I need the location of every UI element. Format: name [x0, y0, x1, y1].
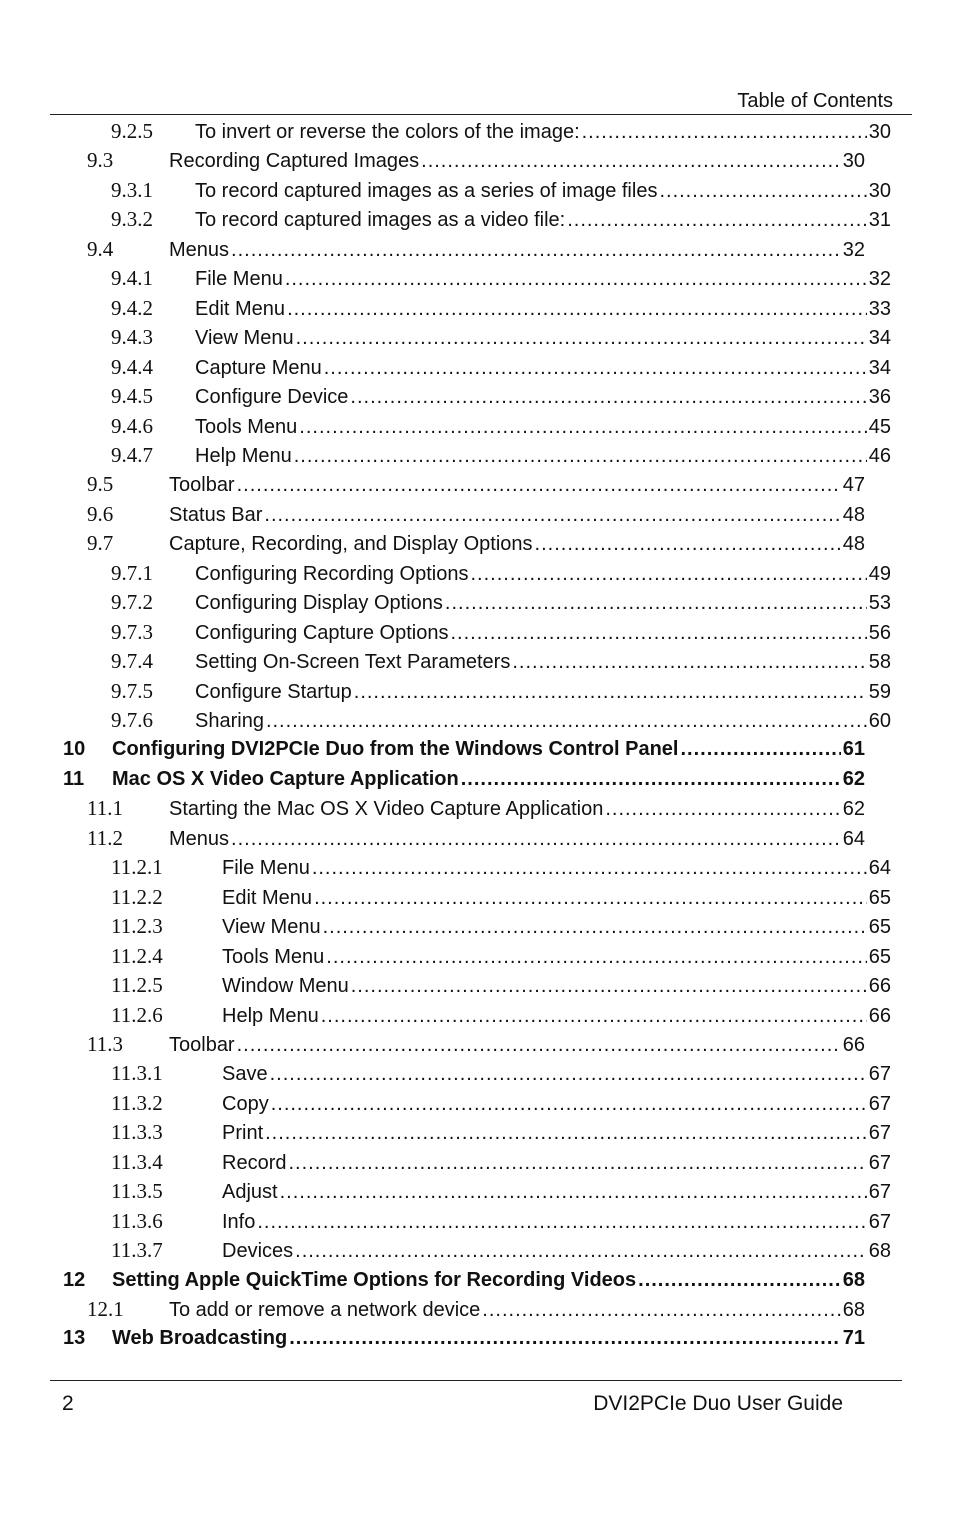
toc-dot-leader: [314, 884, 867, 913]
toc-entry-page: 67: [868, 1063, 891, 1086]
toc-entry-page: 71: [842, 1327, 865, 1350]
toc-entry[interactable]: [111, 412, 891, 441]
toc-dot-leader: [638, 1266, 841, 1295]
footer-document-title: DVI2PCIe Duo User Guide: [593, 1392, 843, 1415]
toc-entry[interactable]: [111, 117, 891, 146]
toc-entry-number: 9.4: [87, 236, 114, 261]
toc-entry[interactable]: [111, 1177, 891, 1206]
toc-entry-number: 9.7.5: [111, 678, 153, 703]
toc-entry[interactable]: [111, 853, 891, 882]
toc-entry-page: 49: [868, 562, 891, 585]
toc-entry-title: Edit Menu: [195, 297, 286, 320]
toc-entry-page: 67: [868, 1210, 891, 1233]
toc-dot-leader: [450, 619, 866, 648]
toc-entry[interactable]: [111, 1001, 891, 1030]
toc-entry-title: Menus: [169, 827, 230, 850]
toc-entry-page: 67: [868, 1151, 891, 1174]
toc-entry-number: 9.4.3: [111, 325, 153, 350]
toc-entry-title: Configure Device: [195, 386, 349, 409]
toc-entry-number: 9.3.2: [111, 207, 153, 232]
toc-entry[interactable]: [87, 500, 865, 529]
toc-entry-page: 66: [868, 1004, 891, 1027]
toc-entry-number: 11.2.6: [111, 1002, 163, 1027]
toc-entry[interactable]: [63, 1266, 865, 1295]
toc-dot-leader: [288, 1149, 866, 1178]
toc-entry-title: To record captured images as a video file:: [195, 209, 566, 232]
toc-entry-page: 32: [868, 268, 891, 291]
toc-entry[interactable]: [111, 883, 891, 912]
toc-dot-leader: [237, 471, 841, 500]
toc-dot-leader: [237, 1031, 841, 1060]
toc-entry[interactable]: [63, 735, 865, 764]
toc-entry-title: Toolbar: [169, 474, 235, 497]
toc-entry-title: Tools Menu: [222, 945, 325, 968]
toc-entry-number: 11.3.1: [111, 1061, 163, 1086]
toc-entry-page: 67: [868, 1092, 891, 1115]
toc-entry-number: 11.3.4: [111, 1149, 163, 1174]
toc-entry-number: 11.3.2: [111, 1090, 163, 1115]
toc-entry-number: 11.2.2: [111, 884, 163, 909]
toc-entry-page: 64: [842, 827, 865, 850]
toc-entry-page: 30: [868, 121, 891, 143]
toc-entry-page: 68: [842, 1299, 865, 1321]
toc-entry-title: Menus: [169, 238, 230, 261]
toc-entry-page: 30: [868, 179, 891, 202]
toc-entry-title: Help Menu: [222, 1004, 319, 1027]
toc-dot-leader: [482, 1296, 840, 1325]
toc-entry-number: 12: [63, 1268, 86, 1291]
toc-entry-page: 36: [868, 386, 891, 409]
toc-entry-page: 65: [868, 886, 891, 909]
toc-entry-number: 9.4.6: [111, 413, 153, 438]
toc-entry[interactable]: [63, 765, 865, 794]
footer-page-number: 2: [62, 1392, 74, 1415]
toc-dot-leader: [266, 707, 867, 736]
toc-entry[interactable]: [111, 942, 891, 971]
toc-entry-number: 11: [63, 767, 85, 790]
toc-entry-page: 62: [842, 767, 865, 790]
toc-entry-number: 12.1: [87, 1297, 124, 1321]
toc-entry-page: 47: [842, 474, 865, 497]
toc-entry-title: Status Bar: [169, 503, 263, 526]
toc-entry-title: Copy: [222, 1092, 269, 1115]
toc-entry-number: 9.4.2: [111, 295, 153, 320]
toc-entry-page: 59: [868, 680, 891, 703]
toc-entry[interactable]: [111, 323, 891, 352]
toc-dot-leader: [354, 678, 867, 707]
toc-dot-leader: [287, 295, 867, 324]
header-divider: [50, 114, 912, 115]
toc-entry-number: 9.7.3: [111, 619, 153, 644]
toc-dot-leader: [605, 795, 840, 824]
toc-entry-title: Mac OS X Video Capture Application: [112, 767, 459, 790]
toc-entry-title: Web Broadcasting: [112, 1327, 288, 1350]
toc-dot-leader: [280, 1178, 867, 1207]
toc-entry-page: 45: [868, 415, 891, 438]
toc-dot-leader: [265, 1119, 867, 1148]
toc-entry[interactable]: [111, 1148, 891, 1177]
toc-entry-page: 56: [868, 621, 891, 644]
toc-entry-number: 11.3.3: [111, 1120, 163, 1145]
toc-entry[interactable]: [111, 1089, 891, 1118]
toc-entry-title: Edit Menu: [222, 886, 313, 909]
toc-entry-page: 62: [842, 798, 865, 821]
toc-dot-leader: [351, 972, 867, 1001]
toc-entry[interactable]: [63, 1324, 865, 1353]
toc-entry-number: 11.3.7: [111, 1238, 163, 1263]
toc-entry-title: To add or remove a network device: [169, 1299, 481, 1321]
toc-entry[interactable]: [87, 146, 865, 175]
toc-entry-title: Toolbar: [169, 1033, 235, 1056]
toc-entry-title: Tools Menu: [195, 415, 298, 438]
toc-entry-title: Configure Startup: [195, 680, 352, 703]
toc-entry-title: File Menu: [195, 268, 283, 291]
toc-entry[interactable]: [111, 353, 891, 382]
toc-dot-leader: [326, 943, 866, 972]
toc-entry-number: 9.7.1: [111, 560, 153, 585]
toc-entry[interactable]: [111, 205, 891, 234]
toc-entry-title: Configuring Display Options: [195, 592, 443, 615]
toc-entry-number: 9.4.1: [111, 266, 153, 291]
toc-dot-leader: [295, 1237, 867, 1266]
toc-entry-number: 11.3.6: [111, 1208, 163, 1233]
toc-entry-title: To record captured images as a series of image files: [195, 179, 658, 202]
toc-entry-page: 67: [868, 1122, 891, 1145]
toc-entry-number: 11.2.1: [111, 855, 163, 880]
toc-dot-leader: [350, 383, 866, 412]
toc-entry[interactable]: [87, 794, 865, 823]
toc-entry-number: 11.2: [87, 825, 123, 850]
toc-entry[interactable]: [87, 824, 865, 853]
toc-entry[interactable]: [87, 470, 865, 499]
toc-entry-number: 10: [63, 738, 86, 761]
toc-entry-title: Setting Apple QuickTime Options for Recording Videos: [112, 1268, 637, 1291]
toc-dot-leader: [257, 1208, 866, 1237]
toc-entry[interactable]: [111, 1118, 891, 1147]
toc-entry-number: 9.7.2: [111, 590, 153, 615]
toc-entry[interactable]: [111, 618, 891, 647]
toc-entry-page: 66: [842, 1033, 865, 1056]
toc-entry-title: Capture Menu: [195, 356, 322, 379]
toc-entry-title: Record: [222, 1151, 287, 1174]
toc-dot-leader: [461, 765, 841, 794]
toc-entry-title: Save: [222, 1063, 268, 1086]
toc-entry-title: Configuring Capture Options: [195, 621, 449, 644]
toc-entry-number: 9.7: [87, 531, 114, 556]
toc-entry[interactable]: [87, 529, 865, 558]
toc-dot-leader: [567, 206, 867, 235]
toc-entry-page: 34: [868, 327, 891, 350]
toc-entry-title: Window Menu: [222, 975, 349, 998]
toc-entry-page: 48: [842, 503, 865, 526]
toc-entry-number: 9.3: [87, 148, 114, 173]
toc-entry[interactable]: [111, 677, 891, 706]
toc-entry-number: 11.2.5: [111, 973, 163, 998]
toc-entry-title: To invert or reverse the colors of the image:: [195, 121, 580, 143]
toc-dot-leader: [264, 501, 840, 530]
toc-entry-number: 9.4.5: [111, 384, 153, 409]
toc-entry-number: 11.2.3: [111, 914, 163, 939]
toc-entry-number: 9.6: [87, 501, 114, 526]
toc-dot-leader: [299, 413, 866, 442]
toc-entry-number: 13: [63, 1327, 86, 1350]
toc-dot-leader: [294, 442, 867, 471]
toc-dot-leader: [270, 1060, 867, 1089]
toc-entry[interactable]: [111, 1059, 891, 1088]
toc-dot-leader: [659, 177, 866, 206]
toc-dot-leader: [323, 913, 867, 942]
toc-entry-page: 61: [842, 738, 865, 761]
toc-dot-leader: [582, 118, 867, 147]
toc-entry-page: 34: [868, 356, 891, 379]
toc-entry[interactable]: [111, 294, 891, 323]
toc-entry-page: 31: [868, 209, 891, 232]
toc-entry-title: Print: [222, 1122, 264, 1145]
toc-entry[interactable]: [111, 559, 891, 588]
toc-entry-title: Capture, Recording, and Display Options: [169, 533, 533, 556]
toc-entry-number: 11.3.5: [111, 1179, 163, 1204]
toc-entry-page: 65: [868, 945, 891, 968]
toc-entry-page: 58: [868, 651, 891, 674]
toc-dot-leader: [231, 236, 841, 265]
toc-entry-page: 53: [868, 592, 891, 615]
toc-entry[interactable]: [111, 912, 891, 941]
toc-entry-number: 11.1: [87, 796, 123, 821]
toc-entry[interactable]: [111, 441, 891, 470]
toc-dot-leader: [535, 530, 841, 559]
toc-entry[interactable]: [111, 176, 891, 205]
toc-entry-page: 48: [842, 533, 865, 556]
toc-entry-number: 9.5: [87, 472, 114, 497]
toc-entry[interactable]: [87, 235, 865, 264]
toc-dot-leader: [321, 1002, 867, 1031]
toc-entry-title: Help Menu: [195, 444, 292, 467]
toc-entry[interactable]: [111, 264, 891, 293]
toc-entry-title: Adjust: [222, 1181, 278, 1204]
toc-dot-leader: [231, 825, 841, 854]
toc-entry-page: 46: [868, 444, 891, 467]
toc-entry-number: 9.3.1: [111, 177, 153, 202]
toc-entry-page: 60: [868, 710, 891, 732]
footer-divider: [50, 1380, 902, 1381]
toc-entry-number: 9.2.5: [111, 119, 153, 143]
toc-dot-leader: [271, 1090, 867, 1119]
toc-entry-page: 65: [868, 916, 891, 939]
toc-dot-leader: [296, 324, 867, 353]
toc-entry-title: Info: [222, 1210, 256, 1233]
toc-entry-title: Devices: [222, 1240, 294, 1263]
toc-entry-title: View Menu: [222, 916, 321, 939]
toc-dot-leader: [680, 735, 840, 764]
toc-entry-page: 68: [868, 1240, 891, 1263]
toc-dot-leader: [324, 354, 867, 383]
toc-entry[interactable]: [111, 588, 891, 617]
toc-entry-title: Configuring Recording Options: [195, 562, 469, 585]
toc-entry[interactable]: [111, 1236, 891, 1265]
toc-entry-number: 9.4.7: [111, 442, 153, 467]
toc-entry-number: 9.4.4: [111, 354, 153, 379]
toc-dot-leader: [421, 147, 841, 176]
toc-entry-title: Setting On-Screen Text Parameters: [195, 651, 511, 674]
toc-entry[interactable]: [111, 1207, 891, 1236]
toc-entry-title: View Menu: [195, 327, 294, 350]
toc-entry-page: 32: [842, 238, 865, 261]
toc-entry[interactable]: [111, 647, 891, 676]
toc-entry-title: Sharing: [195, 710, 264, 732]
toc-entry-page: 30: [842, 150, 865, 173]
toc-dot-leader: [312, 854, 867, 883]
toc-dot-leader: [445, 589, 867, 618]
toc-entry[interactable]: [111, 971, 891, 1000]
toc-entry-number: 9.7.6: [111, 708, 153, 732]
toc-dot-leader: [471, 560, 867, 589]
toc-entry-page: 64: [868, 857, 891, 880]
toc-entry[interactable]: [87, 1295, 865, 1324]
toc-entry-number: 9.7.4: [111, 649, 153, 674]
toc-entry[interactable]: [111, 706, 891, 735]
toc-entry[interactable]: [111, 382, 891, 411]
toc-entry-page: 33: [868, 297, 891, 320]
toc-dot-leader: [512, 648, 866, 677]
toc-entry[interactable]: [87, 1030, 865, 1059]
toc-entry-title: Starting the Mac OS X Video Capture Application: [169, 798, 604, 821]
toc-entry-page: 66: [868, 975, 891, 998]
toc-entry-title: File Menu: [222, 857, 310, 880]
toc-entry-number: 11.3: [87, 1031, 123, 1056]
toc-entry-title: Recording Captured Images: [169, 150, 420, 173]
toc-entry-page: 68: [842, 1268, 865, 1291]
toc-dot-leader: [289, 1324, 841, 1353]
toc-dot-leader: [285, 265, 867, 294]
running-header-title: Table of Contents: [737, 90, 893, 112]
toc-entry-title: Configuring DVI2PCIe Duo from the Windows Control Panel: [112, 738, 679, 761]
toc-entry-number: 11.2.4: [111, 943, 163, 968]
toc-entry-page: 67: [868, 1181, 891, 1204]
